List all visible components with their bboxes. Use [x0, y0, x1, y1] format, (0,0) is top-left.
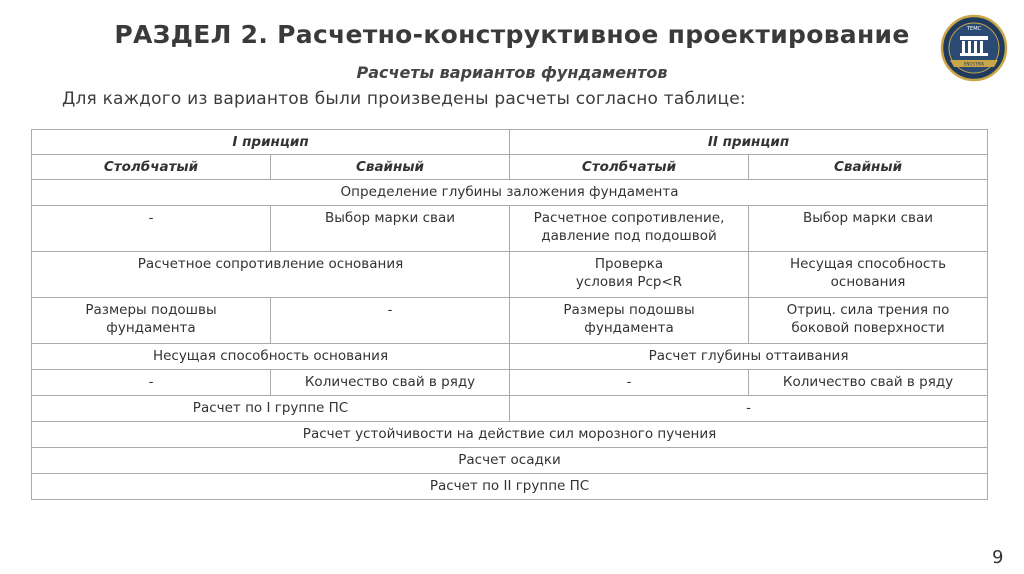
table-row — [32, 206, 988, 252]
table-cell: - — [510, 370, 749, 396]
table-cell: Несущая способность основания — [32, 344, 510, 370]
table-cell: Количество свай в ряду — [271, 370, 510, 396]
logo-text-bottom: ENGSTRIK — [963, 61, 985, 67]
table-cell: - — [32, 370, 271, 396]
table-cell: Расчет по I группе ПС — [32, 396, 510, 422]
header-principle-2: II принцип — [510, 130, 988, 155]
table-cell: - — [271, 298, 510, 344]
table-row — [32, 396, 988, 422]
table-cell: Количество свай в ряду — [749, 370, 988, 396]
table-row — [32, 370, 988, 396]
table-cell: Расчет осадки — [32, 448, 988, 474]
slide-title: РАЗДЕЛ 2. Расчетно-конструктивное проектирование — [114, 20, 910, 49]
table-cell: Проверка условия Pср<R — [510, 252, 749, 298]
university-emblem-icon — [940, 14, 1008, 82]
table-cell: Расчет глубины оттаивания — [510, 344, 988, 370]
table-row — [32, 252, 988, 298]
table-row — [32, 298, 988, 344]
table-cell: Размеры подошвы фундамента — [32, 298, 271, 344]
table-header-types — [32, 155, 988, 180]
header-col-3: Столбчатый — [510, 155, 749, 180]
page-number: 9 — [992, 547, 1004, 568]
header-principle-1: I принцип — [32, 130, 510, 155]
table-header-principles — [32, 130, 988, 155]
table-cell: Расчет по II группе ПС — [32, 474, 988, 500]
table-cell: Расчетное сопротивление, давление под подошвой — [510, 206, 749, 252]
table-cell: Отриц. сила трения по боковой поверхности — [749, 298, 988, 344]
table-cell: - — [32, 206, 271, 252]
table-cell: Несущая способность основания — [749, 252, 988, 298]
table-cell: Расчетное сопротивление основания — [32, 252, 510, 298]
table-cell: Выбор марки сваи — [749, 206, 988, 252]
slide-subtitle: Расчеты вариантов фундаментов — [356, 63, 668, 82]
table-cell: Расчет устойчивости на действие сил морозного пучения — [32, 422, 988, 448]
table-row — [32, 180, 988, 206]
table-row — [32, 448, 988, 474]
table-row — [32, 474, 988, 500]
header-col-2: Свайный — [271, 155, 510, 180]
table-cell: Определение глубины заложения фундамента — [32, 180, 988, 206]
calculations-table — [31, 129, 988, 500]
table-cell: - — [510, 396, 988, 422]
intro-text: Для каждого из вариантов были произведены расчеты согласно таблице: — [62, 89, 746, 109]
table-row — [32, 344, 988, 370]
table-cell: Выбор марки сваи — [271, 206, 510, 252]
logo-text-top: TEMC — [966, 26, 982, 32]
header-col-4: Свайный — [749, 155, 988, 180]
table-row — [32, 422, 988, 448]
table-cell: Размеры подошвы фундамента — [510, 298, 749, 344]
header-col-1: Столбчатый — [32, 155, 271, 180]
